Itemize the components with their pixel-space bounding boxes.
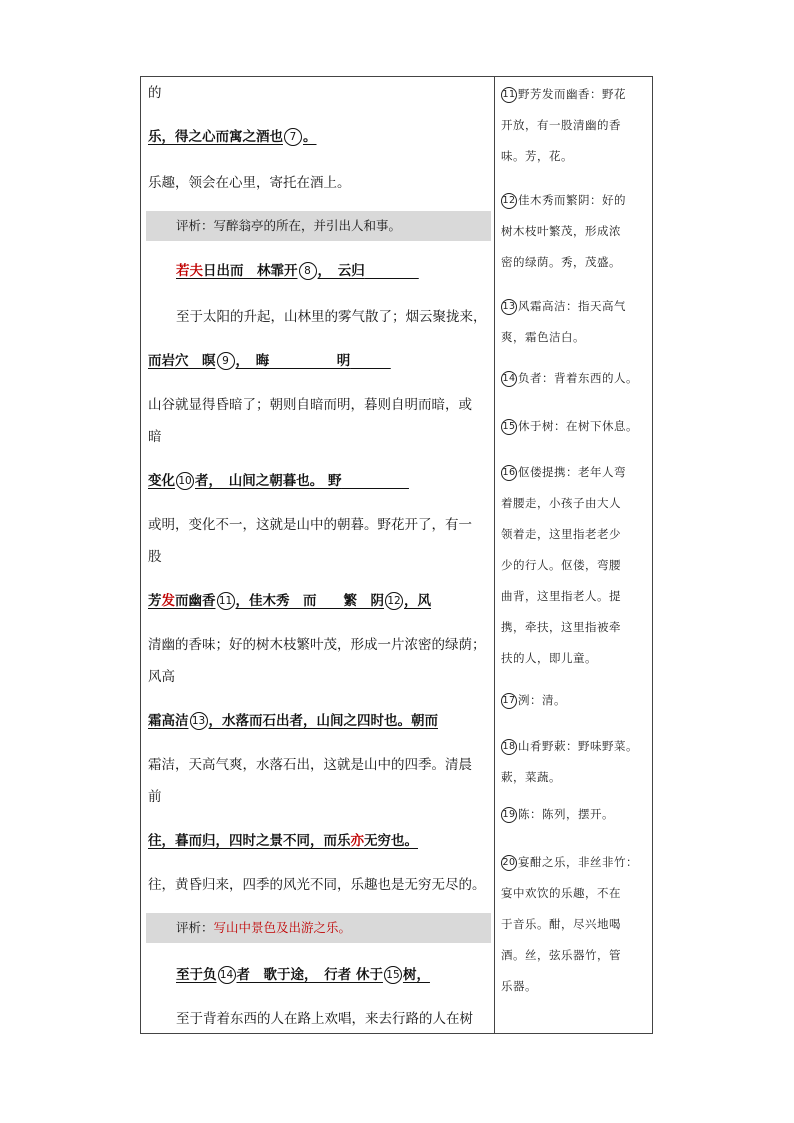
annotation-number: 12 [501, 193, 517, 209]
annotation-number: 15 [501, 419, 517, 435]
footnote-marker: 12 [385, 592, 403, 610]
annotation-line [501, 878, 651, 909]
notes-column [501, 77, 651, 1033]
translation-line: 前 [148, 789, 162, 805]
annotation-line [501, 685, 651, 716]
translation-line: 或明，变化不一，这就是山中的朝暮。野花开了，有一 [148, 517, 472, 533]
annotation-note [501, 457, 651, 674]
annotation-number: 14 [501, 371, 517, 387]
annotation-line [501, 457, 651, 488]
annotation-note [501, 185, 651, 278]
translation-line: 暗 [148, 429, 162, 445]
annotation-text: 宴中欢饮的乐趣，不在 [501, 886, 621, 900]
annotation-text: 领着走，这里指老老少 [501, 527, 621, 541]
annotation-number: 18 [501, 739, 517, 755]
annotation-note [501, 685, 651, 716]
analysis-text: 评析：写醉翁亭的所在，并引出人和事。 [176, 218, 402, 233]
original-line: 而岩穴 暝 9 ， 晦 明 [148, 353, 351, 369]
annotation-text: 树木枝叶繁茂，形成浓 [501, 224, 621, 238]
annotation-note [501, 363, 651, 394]
annotation-line [501, 519, 651, 550]
translation-line: 清幽的香味；好的树木枝繁叶茂，形成一片浓密的绿荫； [148, 637, 486, 653]
original-line: 往，暮而归，四时之景不同，而乐亦无穷也。 [148, 833, 418, 849]
annotation-text: 宴酣之乐，非丝非竹： [518, 855, 638, 869]
annotation-text: 佳木秀而繁阴：好的 [518, 193, 626, 207]
annotation-number: 19 [501, 807, 517, 823]
column-divider [494, 77, 495, 1033]
footnote-marker: 13 [190, 712, 208, 730]
translation-line: 至于太阳的升起，山林里的雾气散了；烟云聚拢来， [176, 309, 487, 325]
footnote-marker: 14 [218, 966, 236, 984]
translation-line: 霜洁，天高气爽，水落石出，这就是山中的四季。清晨 [148, 757, 472, 773]
annotation-line [501, 799, 651, 830]
footnote-marker: 10 [176, 472, 194, 490]
annotation-note [501, 847, 651, 1002]
annotation-line [501, 643, 651, 674]
annotation-note [501, 411, 651, 442]
annotation-line [501, 550, 651, 581]
annotation-number: 11 [501, 87, 517, 103]
annotation-text: 味。芳，花。 [501, 149, 573, 163]
annotation-text: 陈：陈列，摆开。 [518, 807, 614, 821]
annotation-line [501, 411, 651, 442]
annotation-line [501, 762, 651, 793]
original-line: 芳发而幽香 11 ，佳木秀 而 繁 阴 12 ，风 [148, 593, 431, 609]
annotation-text: 酒。丝，弦乐器竹，管 [501, 948, 621, 962]
annotation-line [501, 110, 651, 141]
annotation-text: 密的绿荫。秀，茂盛。 [501, 255, 621, 269]
translation-line: 的 [148, 85, 162, 101]
translation-line: 风高 [148, 669, 175, 685]
original-line: 霜高洁 13 ，水落而石出者，山间之四时也。朝而 [148, 713, 438, 729]
annotation-text: 休于树：在树下休息。 [518, 419, 638, 433]
translation-line: 乐趣，领会在心里，寄托在酒上。 [148, 175, 351, 191]
original-line: 至于负 14 者 歌于途， 行者 休于 15 树， [176, 967, 430, 983]
footnote-marker: 11 [217, 592, 235, 610]
translation-table [140, 76, 653, 1034]
annotation-line [501, 581, 651, 612]
annotation-line [501, 216, 651, 247]
annotation-line [501, 940, 651, 971]
annotation-text: 野芳发而幽香：野花 [518, 87, 626, 101]
annotation-line [501, 909, 651, 940]
annotation-number: 20 [501, 855, 517, 871]
footnote-marker: 8 [299, 262, 317, 280]
annotation-line [501, 291, 651, 322]
annotation-text: 蔌，菜蔬。 [501, 770, 561, 784]
annotation-text: 扶的人，即儿童。 [501, 651, 597, 665]
footnote-marker: 7 [284, 128, 302, 146]
annotation-line [501, 847, 651, 878]
translation-line: 山谷就显得昏暗了；朝则自暗而明，暮则自明而暗，或 [148, 397, 472, 413]
annotation-text: 伛偻提携：老年人弯 [518, 465, 626, 479]
annotation-text: 洌：清。 [518, 693, 566, 707]
original-line: 若夫日出而 林霏开 8 ， 云归 [176, 263, 365, 279]
annotation-line [501, 322, 651, 353]
translation-line: 股 [148, 549, 162, 565]
annotation-text: 乐器。 [501, 979, 537, 993]
annotation-line [501, 971, 651, 1002]
annotation-line [501, 612, 651, 643]
original-and-translation [148, 77, 490, 1033]
original-line: 变化 10 者， 山间之朝暮也。 野 [148, 473, 342, 489]
annotation-text: 少的行人。伛偻，弯腰 [501, 558, 621, 572]
footnote-marker: 9 [217, 352, 235, 370]
annotation-line [501, 363, 651, 394]
analysis-box [146, 211, 491, 241]
annotation-line [501, 488, 651, 519]
annotation-text: 着腰走，小孩子由大人 [501, 496, 621, 510]
annotation-text: 开放，有一股清幽的香 [501, 118, 621, 132]
annotation-number: 16 [501, 465, 517, 481]
annotation-text: 携，牵扶，这里指被牵 [501, 620, 621, 634]
translation-line: 往，黄昏归来，四季的风光不同，乐趣也是无穷无尽的。 [148, 877, 486, 893]
annotation-note [501, 731, 651, 793]
annotation-note [501, 79, 651, 172]
annotation-text: 风霜高洁：指天高气 [518, 299, 626, 313]
analysis-box [146, 913, 491, 943]
footnote-marker: 15 [384, 966, 402, 984]
annotation-line [501, 141, 651, 172]
original-line: 乐，得之心而寓之酒也 7 。 [148, 129, 317, 145]
annotation-text: 山肴野蔌：野味野菜。 [518, 739, 638, 753]
analysis-text: 评析：写山中景色及出游之乐。 [176, 920, 352, 935]
annotation-text: 爽，霜色洁白。 [501, 330, 585, 344]
annotation-number: 13 [501, 299, 517, 315]
translation-line: 至于背着东西的人在路上欢唱，来去行路的人在树 [176, 1011, 473, 1027]
annotation-number: 17 [501, 693, 517, 709]
annotation-line [501, 731, 651, 762]
annotation-text: 负者：背着东西的人。 [518, 371, 638, 385]
annotation-line [501, 79, 651, 110]
annotation-text: 于音乐。酣，尽兴地喝 [501, 917, 621, 931]
annotation-line [501, 247, 651, 278]
annotation-text: 曲背，这里指老人。提 [501, 589, 621, 603]
annotation-note [501, 291, 651, 353]
annotation-line [501, 185, 651, 216]
annotation-note [501, 799, 651, 830]
